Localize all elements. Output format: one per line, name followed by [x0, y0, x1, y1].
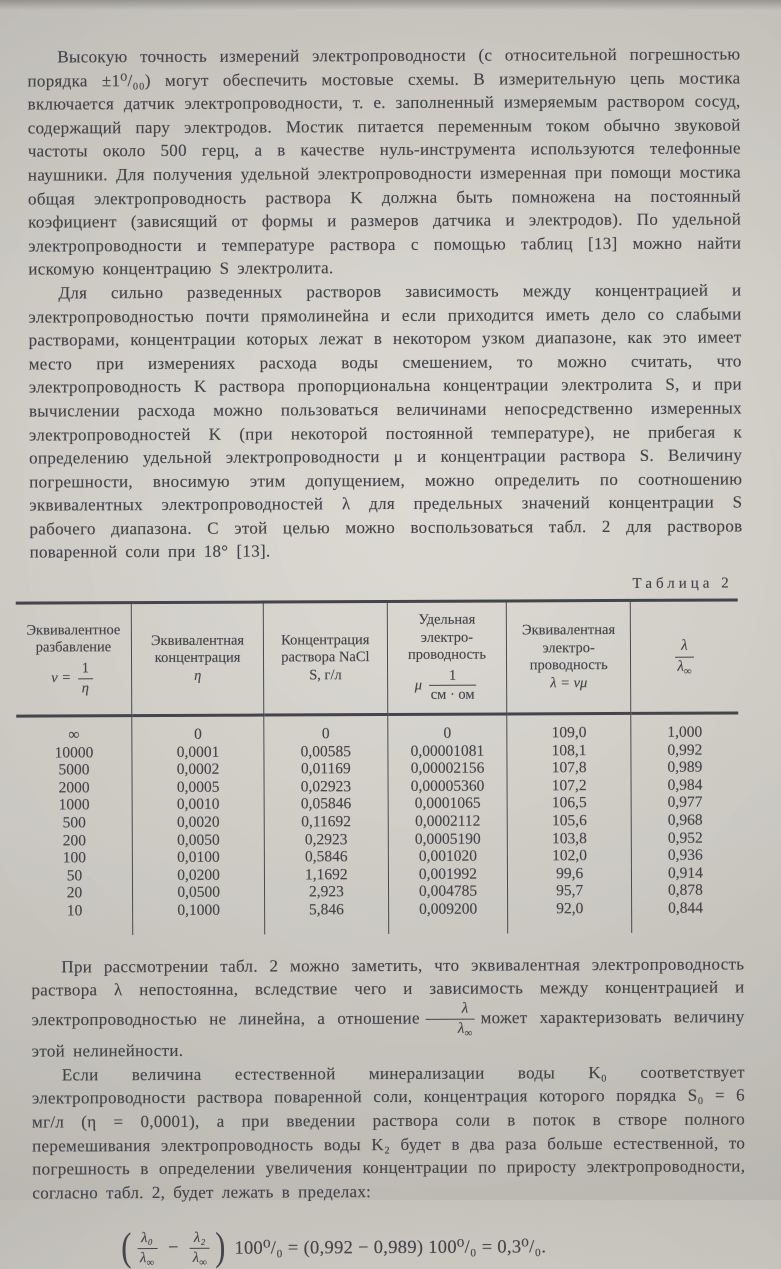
table-cell: 99,6 [508, 865, 632, 883]
inline-fraction [426, 1000, 475, 1038]
table-cell: 2000 [17, 779, 133, 797]
header-line: раствора NaCl [266, 649, 385, 667]
table-cell: 0,01169 [264, 760, 388, 778]
header-line: S, г/л [266, 667, 385, 685]
table-cell: 107,8 [507, 759, 631, 777]
conductivity-table [16, 599, 739, 936]
paragraph-3-text: При рассмотрении табл. 2 можно заметить, что эквивалентная электропроводность раствора λ непостоянна, вследствие чего и зависимость между концентрацией и электропроводностью не линейна, а отношение [31, 954, 744, 1029]
table-cell: 0,992 [631, 741, 739, 759]
table-cell-empty [632, 917, 740, 932]
table-cell: 0,001020 [388, 848, 508, 866]
table-cell: 0,00585 [264, 743, 388, 761]
header-line: λ = νμ [510, 675, 629, 693]
table-cell: 103,8 [508, 830, 632, 848]
formula-lhs: μ [415, 677, 422, 693]
header-line: электро- [509, 640, 628, 658]
header-line: Эквивалентная [134, 632, 261, 650]
fraction-numerator: λ [675, 638, 693, 657]
fraction-denominator: см · ом [429, 686, 477, 704]
table-cell: 0,1000 [133, 902, 265, 920]
header-line: электро- [389, 629, 504, 647]
table-cell: 0,878 [631, 882, 739, 900]
table-cell: 0,00005360 [388, 777, 508, 795]
table-cell: 0,004785 [388, 883, 508, 901]
table-header-cell-concentration [131, 602, 264, 716]
table-cell: 0,00002156 [388, 760, 508, 778]
table-cell: 100 [17, 849, 133, 867]
header-formula [18, 660, 129, 697]
table-cell: 0,0010 [132, 796, 264, 814]
table-cell: 0 [132, 715, 264, 744]
table-cell: 1,000 [631, 713, 739, 742]
table-cell: 107,2 [507, 777, 631, 795]
paragraph-1: Высокую точность измерений электропроводности (с относительной погрешностью порядка ±1⁰/₀₀) могут обеспечить мостовые схемы. В измерительную цепь мостика включается датчик электропроводности, т. е. заполненный измеряемым раствором сосуд, содержащий пару электродов. Мостик питается переменным током обычно звуковой частоты около 500 герц, а в качестве нуль-инструмента используются телефонные наушники. Для получения удельной электропроводности измеренная при помощи мостика общая электропроводность раствора K должна быть помножена на постоянный коэфициент (зависящий от формы и размеров датчика и электродов). По удельной электропроводности и температуре раствора с помощью таблиц [13] можно найти искомую концентрацию S электролита. [27, 42, 741, 281]
table-cell: 0,0001 [132, 743, 264, 761]
table-cell: 20 [17, 885, 133, 903]
table-cell: 0,936 [631, 847, 739, 865]
header-line: Концентрация [266, 632, 385, 650]
fraction-numerator: λ₀ [137, 1230, 157, 1249]
table-body [16, 713, 739, 935]
paragraph-3 [31, 952, 744, 1063]
table-rule-extension [17, 917, 739, 935]
formula-lhs: ν = [51, 670, 71, 686]
table-header-cell-specific-conductivity [387, 601, 507, 715]
table-cell: 108,1 [507, 742, 631, 760]
table-row [16, 713, 738, 744]
fraction-numerator: 1 [78, 660, 93, 679]
formula-result: 100⁰/₀ = (0,992 − 0,989) 100⁰/₀ = 0,3⁰/₀. [234, 1236, 546, 1259]
table-cell: 0 [264, 715, 388, 744]
fraction-lambda0 [137, 1230, 157, 1266]
paragraph-3-text: может характеризовать величину этой нелинейности. [32, 1007, 745, 1061]
fraction-denominator: $\lambda_\infty$ [675, 657, 693, 675]
fraction [78, 660, 93, 696]
table-cell: 0,11692 [264, 813, 388, 831]
table-cell-empty [508, 918, 632, 934]
table-cell: 0,0500 [133, 884, 265, 902]
table-cell: 0,0001065 [388, 795, 508, 813]
page-content [27, 42, 745, 1267]
table-cell: 0,00001081 [387, 742, 507, 760]
table-cell: 1000 [17, 797, 133, 815]
table-header-cell-equivalent-conductivity [507, 600, 631, 714]
table-cell: 0,0002112 [388, 813, 508, 831]
fraction-denominator: $\lambda_\infty$ [426, 1020, 475, 1038]
table-cell-empty [133, 919, 265, 935]
fraction-numerator: λ [426, 1000, 475, 1019]
table-cell: 109,0 [507, 713, 631, 742]
table-cell-empty [265, 919, 389, 935]
table-cell: 0,984 [631, 776, 739, 794]
fraction-lambda2 [190, 1230, 210, 1266]
fraction-denominator: $\lambda_\infty$ [190, 1249, 210, 1267]
error-formula [33, 1228, 746, 1267]
header-line: концентрация [134, 650, 261, 668]
header-line: Удельная [389, 612, 504, 630]
header-line: Эквивалентное [18, 622, 129, 640]
table-cell: 0,989 [631, 759, 739, 777]
fraction [675, 638, 693, 676]
table-cell: 0,0200 [132, 866, 264, 884]
table-cell: 0,977 [631, 794, 739, 812]
header-line: Эквивалентная [509, 622, 628, 640]
fraction-numerator: λ₂ [190, 1230, 210, 1249]
table-cell: 0,009200 [388, 900, 508, 918]
table-cell: 0,952 [631, 829, 739, 847]
header-formula [390, 667, 505, 704]
header-line: η [134, 667, 261, 685]
table-cell: 106,5 [508, 794, 632, 812]
table-cell: 5000 [16, 761, 132, 779]
table-cell: 0,0020 [132, 814, 264, 832]
table-cell: 105,6 [508, 812, 632, 830]
table-cell: 0,02923 [264, 778, 388, 796]
table-cell: 92,0 [508, 900, 632, 918]
table-cell: 10000 [16, 744, 132, 762]
table-cell: 0,0005 [132, 778, 264, 796]
table-cell: 0,0005190 [388, 830, 508, 848]
header-line: проводность [390, 647, 505, 665]
header-line: проводность [509, 657, 628, 675]
table-cell: 0,2923 [264, 831, 388, 849]
minus-operator: − [168, 1238, 179, 1259]
fraction-denominator: η [78, 679, 93, 697]
table-header-cell-dilution [16, 603, 132, 717]
fraction-denominator: $\lambda_\infty$ [137, 1249, 157, 1267]
table-cell: 1,1692 [265, 866, 389, 884]
fraction [429, 667, 477, 704]
table-cell: 500 [17, 814, 133, 832]
table-cell: 0,0100 [132, 849, 264, 867]
table-cell: 0,968 [631, 811, 739, 829]
table-cell-empty [17, 920, 133, 936]
table-cell: 0,05846 [264, 795, 388, 813]
table-cell-empty [388, 918, 508, 934]
table-cell: 0,914 [631, 864, 739, 882]
table-cell: 0,0050 [132, 831, 264, 849]
table-cell: 0,5846 [264, 848, 388, 866]
table-header-cell-nacl [263, 602, 387, 716]
table-cell: 200 [17, 832, 133, 850]
table-cell: 0,001992 [388, 865, 508, 883]
table-caption: Таблица 2 [30, 576, 733, 596]
fraction-numerator: 1 [429, 667, 477, 686]
paragraph-2: Для сильно разведенных растворов зависимость между концентрацией и электропроводностью почти прямолинейна и если приходится иметь дело со слабыми растворами, концентрации которых лежат в некотором узком диапазоне, как это имеет место при измерениях расхода воды смешением, то можно считать, что электропроводность K раствора пропорциональна концентрации электролита S, и при вычислении расхода можно пользоваться величинами непосредственно измеренных электропроводностей K (при некоторой постоянной температуре), не прибегая к определению удельной электропроводности μ и концентрации раствора S. Величину погрешности, вносимую этим допущением, можно определить по соотношению эквивалентных электропроводностей λ для предельных значений концентрации S рабочего диапазона. С этой целью можно воспользоваться табл. 2 для растворов поваренной соли при 18° [13]. [28, 278, 742, 564]
table-header [16, 600, 738, 716]
table-cell: ∞ [16, 716, 132, 745]
table-cell: 2,923 [265, 883, 389, 901]
table-cell: 10 [17, 902, 133, 920]
table-header-cell-lambda-ratio [630, 600, 738, 713]
table-cell: 95,7 [508, 882, 632, 900]
table-cell: 0,844 [631, 899, 739, 917]
table-cell: 5,846 [265, 901, 389, 919]
table-cell: 0 [387, 714, 507, 743]
table-cell: 0,0002 [132, 761, 264, 779]
table-cell: 102,0 [508, 847, 632, 865]
paragraph-4: Если величина естественной минерализации воды K₀ соответствует электропроводности раствора поваренной соли, концентрация которого порядка S₀ = 6 мг/л (η = 0,0001), а при введении раствора соли в поток в створе полного перемешивания электропроводность воды K₂ будет в два раза больше естественной, то погрешность в определении увеличения концентрации по приросту электропроводности, согласно табл. 2, будет лежать в пределах: [32, 1060, 746, 1205]
header-line: разбавление [18, 640, 129, 658]
table-cell: 50 [17, 867, 133, 885]
